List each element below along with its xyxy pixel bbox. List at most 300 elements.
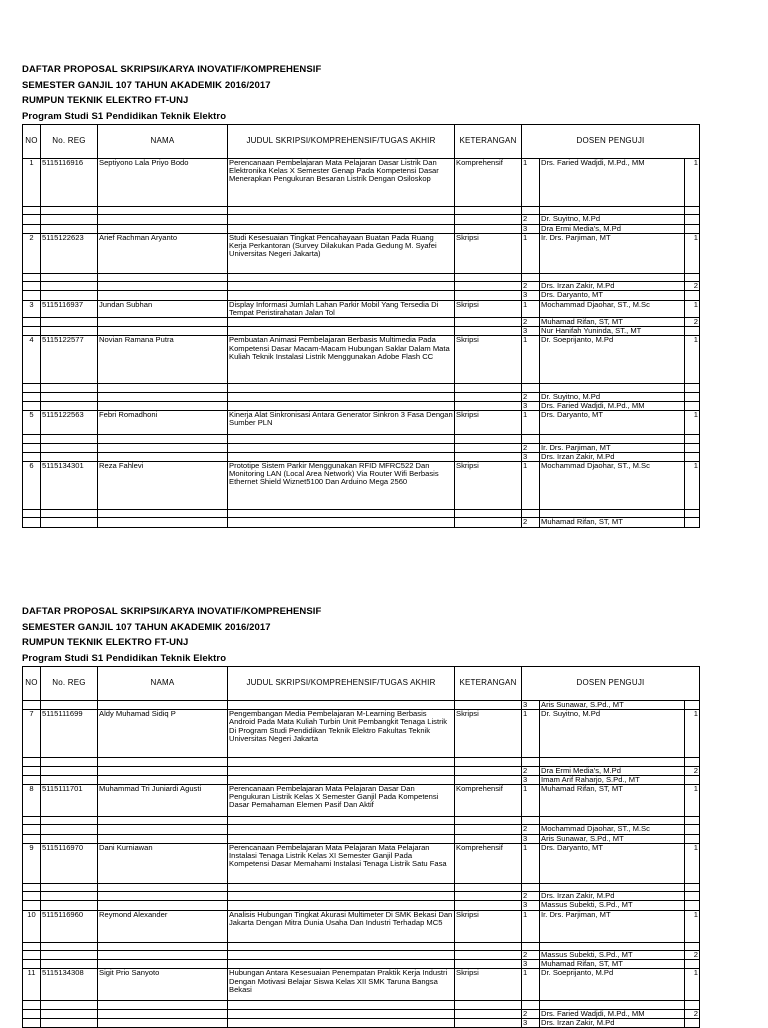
cell-penguji-num xyxy=(522,207,540,215)
cell-nama: Febri Romadhoni xyxy=(98,411,228,435)
cell-nama xyxy=(98,327,228,336)
cell-keterangan xyxy=(455,1018,522,1027)
cell-judul xyxy=(228,452,455,461)
cell-no xyxy=(23,443,41,452)
cell-penguji-nama: Drs. Daryanto, MT xyxy=(540,411,685,435)
cell-no: 10 xyxy=(23,910,41,942)
cell-no xyxy=(23,215,41,224)
cell-penguji-num: 3 xyxy=(522,1018,540,1027)
cell-penguji-order: 2 xyxy=(685,318,700,327)
cell-nama: Reymond Alexander xyxy=(98,910,228,942)
cell-keterangan xyxy=(455,775,522,784)
cell-penguji-order: 2 xyxy=(685,950,700,959)
cell-judul xyxy=(228,775,455,784)
cell-nama: Sigit Prio Sanyoto xyxy=(98,969,228,1001)
cell-no xyxy=(23,883,41,891)
cell-penguji-num: 1 xyxy=(522,910,540,942)
cell-penguji-num: 2 xyxy=(522,215,540,224)
table-row xyxy=(23,843,700,883)
cell-judul xyxy=(228,392,455,401)
cell-penguji-order xyxy=(685,392,700,401)
cell-penguji-nama xyxy=(540,273,685,281)
cell-judul xyxy=(228,207,455,215)
cell-penguji-nama: Drs. Irzan Zakir, M.Pd xyxy=(540,892,685,901)
cell-penguji-nama: Dr. Suyitno, M.Pd xyxy=(540,710,685,758)
cell-penguji-num xyxy=(522,883,540,891)
table-row xyxy=(23,318,700,327)
col-header-dosen: DOSEN PENGUJI xyxy=(522,667,700,701)
cell-penguji-order xyxy=(685,701,700,710)
cell-penguji-num: 1 xyxy=(522,710,540,758)
cell-no: 3 xyxy=(23,300,41,317)
cell-judul xyxy=(228,224,455,233)
cell-penguji-num: 2 xyxy=(522,392,540,401)
cell-reg: 5115111699 xyxy=(41,710,98,758)
cell-nama xyxy=(98,518,228,527)
cell-nama xyxy=(98,452,228,461)
cell-penguji-num: 3 xyxy=(522,224,540,233)
cell-penguji-num: 1 xyxy=(522,843,540,883)
cell-penguji-order xyxy=(685,883,700,891)
cell-nama xyxy=(98,392,228,401)
col-header-judul: JUDUL SKRIPSI/KOMPREHENSIF/TUGAS AKHIR xyxy=(228,667,455,701)
cell-reg xyxy=(41,825,98,834)
cell-reg xyxy=(41,901,98,910)
table-body xyxy=(23,701,700,1028)
cell-penguji-order: 1 xyxy=(685,300,700,317)
cell-penguji-nama: Drs. Irzan Zakir, M.Pd xyxy=(540,282,685,291)
cell-penguji-order xyxy=(685,775,700,784)
header-title: DAFTAR PROPOSAL SKRIPSI/KARYA INOVATIF/KOMPREHENSIF xyxy=(22,64,322,75)
cell-reg xyxy=(41,273,98,281)
cell-keterangan: Skripsi xyxy=(455,411,522,435)
cell-judul xyxy=(228,510,455,518)
cell-nama xyxy=(98,435,228,443)
cell-judul xyxy=(228,892,455,901)
table-row xyxy=(23,785,700,817)
cell-reg: 5115116937 xyxy=(41,300,98,317)
cell-no xyxy=(23,1009,41,1018)
cell-penguji-nama: Aris Sunawar, S.Pd., MT xyxy=(540,834,685,843)
cell-judul xyxy=(228,817,455,825)
cell-reg xyxy=(41,758,98,766)
cell-penguji-num: 2 xyxy=(522,825,540,834)
cell-penguji-nama: Muhamad Rifan, ST, MT xyxy=(540,318,685,327)
cell-penguji-order: 1 xyxy=(685,336,700,384)
cell-reg xyxy=(41,950,98,959)
cell-keterangan: Komprehensif xyxy=(455,843,522,883)
cell-reg xyxy=(41,518,98,527)
cell-keterangan xyxy=(455,435,522,443)
cell-penguji-nama: Nur Hanifah Yuninda, ST., MT xyxy=(540,327,685,336)
cell-no xyxy=(23,452,41,461)
col-header-no: NO xyxy=(23,667,41,701)
cell-nama: Jundan Subhan xyxy=(98,300,228,317)
table-header-row xyxy=(23,125,700,159)
table-row xyxy=(23,282,700,291)
cell-judul xyxy=(228,327,455,336)
cell-penguji-nama: Muhamad Rifan, ST, MT xyxy=(540,960,685,969)
cell-keterangan xyxy=(455,224,522,233)
cell-penguji-nama: Dr. Suyitno, M.Pd xyxy=(540,392,685,401)
cell-penguji-nama: Dr. Suyitno, M.Pd xyxy=(540,215,685,224)
cell-penguji-nama: Dr. Soeprijanto, M.Pd xyxy=(540,336,685,384)
cell-reg xyxy=(41,817,98,825)
cell-penguji-order xyxy=(685,327,700,336)
cell-keterangan xyxy=(455,834,522,843)
cell-nama: Novian Ramana Putra xyxy=(98,336,228,384)
table-row xyxy=(23,758,700,766)
cell-reg xyxy=(41,402,98,411)
cell-penguji-order: 1 xyxy=(685,969,700,1001)
cell-penguji-num xyxy=(522,817,540,825)
cell-judul xyxy=(228,834,455,843)
cell-reg xyxy=(41,775,98,784)
cell-keterangan xyxy=(455,452,522,461)
cell-no xyxy=(23,273,41,281)
table-row xyxy=(23,892,700,901)
cell-keterangan xyxy=(455,392,522,401)
cell-keterangan xyxy=(455,825,522,834)
cell-nama xyxy=(98,1009,228,1018)
cell-keterangan: Skripsi xyxy=(455,233,522,273)
cell-penguji-order xyxy=(685,1018,700,1027)
cell-penguji-num: 2 xyxy=(522,892,540,901)
cell-penguji-nama xyxy=(540,384,685,392)
col-header-dosen: DOSEN PENGUJI xyxy=(522,125,700,159)
table-header-row xyxy=(23,667,700,701)
cell-penguji-num xyxy=(522,273,540,281)
col-header-keterangan: KETERANGAN xyxy=(455,125,522,159)
table-row xyxy=(23,291,700,300)
cell-judul xyxy=(228,1001,455,1009)
cell-judul: Kinerja Alat Sinkronisasi Antara Generator Sinkron 3 Fasa Dengan Sumber PLN xyxy=(228,411,455,435)
cell-penguji-num xyxy=(522,384,540,392)
cell-penguji-num xyxy=(522,510,540,518)
cell-penguji-num xyxy=(522,1001,540,1009)
cell-keterangan xyxy=(455,960,522,969)
table-row xyxy=(23,1018,700,1027)
header-program: Program Studi S1 Pendidikan Teknik Elektro xyxy=(22,652,227,664)
cell-reg xyxy=(41,1018,98,1027)
table-row xyxy=(23,224,700,233)
cell-nama xyxy=(98,215,228,224)
cell-no xyxy=(23,834,41,843)
cell-penguji-num: 3 xyxy=(522,327,540,336)
cell-judul xyxy=(228,215,455,224)
cell-judul xyxy=(228,766,455,775)
cell-penguji-nama xyxy=(540,883,685,891)
cell-penguji-nama: Dra Ermi Media's, M.Pd xyxy=(540,766,685,775)
cell-reg: 5115111701 xyxy=(41,785,98,817)
cell-penguji-num: 1 xyxy=(522,969,540,1001)
cell-no xyxy=(23,224,41,233)
cell-penguji-order xyxy=(685,443,700,452)
cell-no: 1 xyxy=(23,159,41,207)
cell-reg xyxy=(41,510,98,518)
cell-no xyxy=(23,384,41,392)
cell-nama xyxy=(98,825,228,834)
cell-penguji-num: 1 xyxy=(522,233,540,273)
cell-reg: 5115122577 xyxy=(41,336,98,384)
cell-reg xyxy=(41,435,98,443)
cell-keterangan xyxy=(455,1009,522,1018)
cell-no xyxy=(23,942,41,950)
cell-nama xyxy=(98,207,228,215)
cell-no xyxy=(23,402,41,411)
cell-nama xyxy=(98,901,228,910)
cell-penguji-order xyxy=(685,817,700,825)
cell-penguji-num: 1 xyxy=(522,785,540,817)
cell-nama xyxy=(98,443,228,452)
cell-penguji-nama: Muhamad Rifan, ST, MT xyxy=(540,785,685,817)
cell-judul xyxy=(228,291,455,300)
cell-penguji-num: 3 xyxy=(522,291,540,300)
cell-judul xyxy=(228,1009,455,1018)
table-row xyxy=(23,825,700,834)
cell-reg xyxy=(41,766,98,775)
cell-penguji-num: 3 xyxy=(522,775,540,784)
cell-keterangan: Komprehensif xyxy=(455,785,522,817)
col-header-judul: JUDUL SKRIPSI/KOMPREHENSIF/TUGAS AKHIR xyxy=(228,125,455,159)
cell-nama xyxy=(98,224,228,233)
cell-keterangan: Skripsi xyxy=(455,462,522,510)
cell-reg xyxy=(41,392,98,401)
cell-no xyxy=(23,758,41,766)
cell-penguji-order: 1 xyxy=(685,710,700,758)
cell-nama xyxy=(98,942,228,950)
cell-penguji-order xyxy=(685,518,700,527)
cell-keterangan xyxy=(455,318,522,327)
cell-penguji-nama: Massus Subekti, S.Pd., MT xyxy=(540,901,685,910)
cell-penguji-nama: Mochammad Djaohar, ST., M.Sc xyxy=(540,825,685,834)
table-row xyxy=(23,834,700,843)
cell-penguji-order xyxy=(685,1001,700,1009)
cell-penguji-nama xyxy=(540,942,685,950)
cell-penguji-nama xyxy=(540,758,685,766)
cell-judul: Pembuatan Animasi Pembelajaran Berbasis Multimedia Pada Kompetensi Dasar Macam-Macam Hubungan Saklar Dalam Mata Kuliah Teknik Instalasi Listrik Menggunakan Adobe Flash CC xyxy=(228,336,455,384)
cell-penguji-order xyxy=(685,435,700,443)
cell-reg xyxy=(41,883,98,891)
cell-penguji-num: 2 xyxy=(522,766,540,775)
cell-reg xyxy=(41,318,98,327)
table-row xyxy=(23,775,700,784)
table-row xyxy=(23,411,700,435)
cell-penguji-nama xyxy=(540,1001,685,1009)
cell-penguji-order: 1 xyxy=(685,843,700,883)
cell-judul: Hubungan Antara Kesesuaian Penempatan Praktik Kerja Industri Dengan Motivasi Belajar Siswa Kelas XII SMK Taruna Bangsa Bekasi xyxy=(228,969,455,1001)
cell-penguji-nama xyxy=(540,207,685,215)
cell-penguji-nama: Drs. Irzan Zakir, M.Pd xyxy=(540,1018,685,1027)
cell-nama xyxy=(98,1001,228,1009)
cell-penguji-order xyxy=(685,224,700,233)
cell-reg: 5115116916 xyxy=(41,159,98,207)
cell-keterangan: Skripsi xyxy=(455,300,522,317)
cell-penguji-nama: Muhamad Rifan, ST, MT xyxy=(540,518,685,527)
table-row xyxy=(23,159,700,207)
cell-penguji-num: 2 xyxy=(522,443,540,452)
cell-nama xyxy=(98,766,228,775)
cell-no: 7 xyxy=(23,710,41,758)
cell-no xyxy=(23,510,41,518)
cell-penguji-order: 1 xyxy=(685,910,700,942)
cell-penguji-num: 2 xyxy=(522,950,540,959)
cell-judul xyxy=(228,273,455,281)
cell-nama: Arief Rachman Aryanto xyxy=(98,233,228,273)
cell-no: 4 xyxy=(23,336,41,384)
cell-keterangan xyxy=(455,384,522,392)
cell-penguji-num: 1 xyxy=(522,336,540,384)
cell-penguji-order: 2 xyxy=(685,282,700,291)
cell-penguji-num: 3 xyxy=(522,960,540,969)
table-row xyxy=(23,910,700,942)
cell-judul xyxy=(228,701,455,710)
cell-no: 9 xyxy=(23,843,41,883)
cell-penguji-num: 3 xyxy=(522,402,540,411)
cell-penguji-order: 1 xyxy=(685,159,700,207)
cell-no xyxy=(23,327,41,336)
cell-no xyxy=(23,825,41,834)
cell-nama xyxy=(98,883,228,891)
table-row xyxy=(23,384,700,392)
cell-no: 11 xyxy=(23,969,41,1001)
cell-penguji-order: 1 xyxy=(685,233,700,273)
cell-judul xyxy=(228,402,455,411)
cell-reg xyxy=(41,215,98,224)
cell-penguji-order: 2 xyxy=(685,1009,700,1018)
cell-penguji-num: 2 xyxy=(522,282,540,291)
cell-nama xyxy=(98,758,228,766)
cell-reg xyxy=(41,1001,98,1009)
cell-judul: Pengembangan Media Pembelajaran M-Learning Berbasis Android Pada Mata Kuliah Turbin Unit Pembangkit Tenaga Listrik Di Program Studi Pendidikan Teknik Elektro Fakultas Teknik Universitas Negeri Jakarta xyxy=(228,710,455,758)
cell-no xyxy=(23,950,41,959)
cell-penguji-nama: Mochammad Djaohar, ST., M.Sc xyxy=(540,300,685,317)
cell-penguji-num: 2 xyxy=(522,1009,540,1018)
cell-nama: Septiyono Lala Priyo Bodo xyxy=(98,159,228,207)
cell-penguji-order xyxy=(685,510,700,518)
cell-nama xyxy=(98,950,228,959)
col-header-reg: No. REG xyxy=(41,125,98,159)
cell-judul xyxy=(228,942,455,950)
table-row xyxy=(23,701,700,710)
cell-penguji-num: 1 xyxy=(522,159,540,207)
cell-penguji-nama: Aris Sunawar, S.Pd., MT xyxy=(540,701,685,710)
cell-no xyxy=(23,282,41,291)
cell-keterangan xyxy=(455,892,522,901)
document-section-2 xyxy=(22,604,699,1028)
table-row xyxy=(23,960,700,969)
header-rumpun: RUMPUN TEKNIK ELEKTRO FT-UNJ xyxy=(22,637,189,648)
col-header-nama: NAMA xyxy=(98,125,228,159)
cell-keterangan: Skripsi xyxy=(455,336,522,384)
table-row xyxy=(23,710,700,758)
cell-keterangan: Komprehensif xyxy=(455,159,522,207)
cell-keterangan xyxy=(455,883,522,891)
table-row xyxy=(23,942,700,950)
cell-reg: 5115122563 xyxy=(41,411,98,435)
cell-judul xyxy=(228,825,455,834)
cell-penguji-num: 2 xyxy=(522,318,540,327)
cell-keterangan xyxy=(455,273,522,281)
cell-keterangan xyxy=(455,950,522,959)
cell-no xyxy=(23,392,41,401)
table-row xyxy=(23,233,700,273)
table-row xyxy=(23,336,700,384)
cell-penguji-order xyxy=(685,207,700,215)
table-row xyxy=(23,402,700,411)
cell-reg xyxy=(41,443,98,452)
document-section-1 xyxy=(22,62,699,528)
cell-keterangan xyxy=(455,291,522,300)
cell-penguji-nama: Drs. Faried Wadjdi, M.Pd., MM xyxy=(540,1009,685,1018)
cell-penguji-nama xyxy=(540,817,685,825)
cell-judul: Studi Kesesuaian Tingkat Pencahayaan Buatan Pada Ruang Kerja Perkantoran (Survey Dilakukan Pada Gedung M. Syafei Universitas Negeri Jakarta) xyxy=(228,233,455,273)
cell-keterangan: Skripsi xyxy=(455,969,522,1001)
cell-penguji-num: 1 xyxy=(522,462,540,510)
cell-nama xyxy=(98,318,228,327)
cell-penguji-nama: Imam Arif Raharjo, S.Pd., MT xyxy=(540,775,685,784)
cell-keterangan xyxy=(455,282,522,291)
table-row xyxy=(23,443,700,452)
table-row xyxy=(23,273,700,281)
cell-judul xyxy=(228,1018,455,1027)
cell-keterangan xyxy=(455,701,522,710)
cell-nama xyxy=(98,834,228,843)
header-semester: SEMESTER GANJIL 107 TAHUN AKADEMIK 2016/2017 xyxy=(22,79,271,91)
cell-keterangan xyxy=(455,443,522,452)
cell-judul xyxy=(228,960,455,969)
cell-reg xyxy=(41,892,98,901)
cell-judul xyxy=(228,384,455,392)
table-row xyxy=(23,817,700,825)
cell-penguji-order: 2 xyxy=(685,766,700,775)
cell-no xyxy=(23,960,41,969)
cell-keterangan xyxy=(455,758,522,766)
cell-reg xyxy=(41,701,98,710)
col-header-nama: NAMA xyxy=(98,667,228,701)
cell-reg xyxy=(41,327,98,336)
cell-penguji-order: 1 xyxy=(685,411,700,435)
cell-penguji-order xyxy=(685,901,700,910)
cell-no xyxy=(23,435,41,443)
cell-judul xyxy=(228,758,455,766)
cell-no: 5 xyxy=(23,411,41,435)
cell-penguji-nama: Drs. Daryanto, MT xyxy=(540,291,685,300)
table-row xyxy=(23,1001,700,1009)
cell-keterangan xyxy=(455,766,522,775)
cell-judul: Perencanaan Pembelajaran Mata Pelajaran Mata Pelajaran Instalasi Tenaga Listrik Kelas XI Semester Ganjil Pada Kompetensi Dasar Memahami Instalasi Tenaga Listrik Satu Fasa xyxy=(228,843,455,883)
cell-penguji-nama: Drs. Faried Wadjdi, M.Pd., MM xyxy=(540,159,685,207)
table-row xyxy=(23,766,700,775)
table-row xyxy=(23,435,700,443)
cell-reg xyxy=(41,384,98,392)
cell-nama xyxy=(98,510,228,518)
cell-reg xyxy=(41,1009,98,1018)
cell-reg: 5115116960 xyxy=(41,910,98,942)
cell-nama xyxy=(98,291,228,300)
cell-penguji-num: 1 xyxy=(522,300,540,317)
cell-no: 8 xyxy=(23,785,41,817)
cell-nama xyxy=(98,1018,228,1027)
cell-penguji-nama: Ir. Drs. Parjiman, MT xyxy=(540,910,685,942)
cell-penguji-order xyxy=(685,834,700,843)
cell-penguji-order xyxy=(685,960,700,969)
cell-judul xyxy=(228,318,455,327)
table-row xyxy=(23,207,700,215)
cell-nama xyxy=(98,384,228,392)
cell-penguji-num: 3 xyxy=(522,701,540,710)
cell-nama xyxy=(98,892,228,901)
